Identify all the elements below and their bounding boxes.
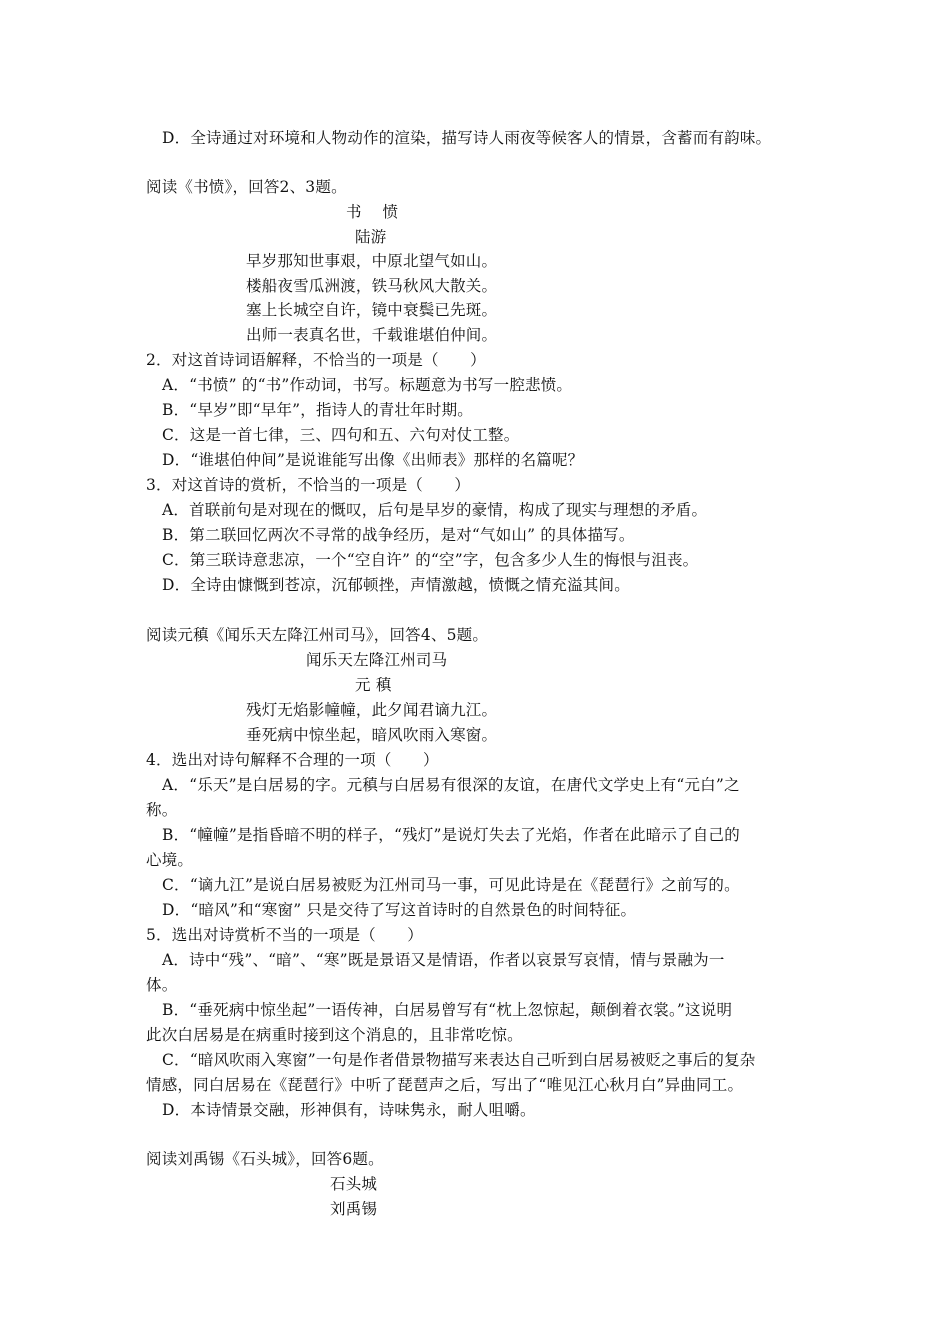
poem-line: 垂死病中惊坐起，暗风吹雨入寒窗。 [246, 726, 498, 744]
poem-author-liuyuxi: 刘禹锡 [330, 1200, 378, 1218]
q4-option-d: D．“暗风”和“寒窗” 只是交待了写这首诗时的自然景色的时间特征。 [162, 901, 637, 919]
q4-option-b-cont: 心境。 [146, 851, 194, 869]
q5-option-a: A．诗中“残”、“暗”、“寒”既是景语又是情语，作者以哀景写哀情，情与景融为一 [162, 951, 725, 969]
section-intro-liuyuxi: 阅读刘禹锡《石头城》，回答6题。 [146, 1150, 384, 1168]
q3-option-b: B．第二联回忆两次不寻常的战争经历，是对“气如山” 的具体描写。 [162, 526, 635, 544]
question-3-stem: 3．对这首诗的赏析，不恰当的一项是（ ） [146, 476, 471, 494]
q5-option-b: B．“垂死病中惊坐起”一语传神，白居易曾写有“枕上忽惊起，颠倒着衣裳。”这说明 [162, 1001, 733, 1019]
poem-line: 塞上长城空自许，镜中衰鬓已先斑。 [246, 301, 498, 319]
q2-option-d: D．“谁堪伯仲间”是说谁能写出像《出师表》那样的名篇呢？ [162, 451, 584, 469]
q5-option-c-cont: 情感，同白居易在《琵琶行》中听了琵琶声之后，写出了“唯见江心秋月白”异曲同工。 [146, 1076, 744, 1094]
poem-line: 出师一表真名世，千载谁堪伯仲间。 [246, 326, 498, 344]
q5-option-d: D．本诗情景交融，形神俱有，诗味隽永，耐人咀嚼。 [162, 1101, 536, 1119]
q2-option-b: B．“早岁”即“早年”，指诗人的青壮年时期。 [162, 401, 473, 419]
q5-option-a-cont: 体。 [146, 976, 178, 994]
q4-option-b: B．“幢幢”是指昏暗不明的样子，“残灯”是说灯失去了光焰，作者在此暗示了自己的 [162, 826, 740, 844]
q3-option-a: A．首联前句是对现在的慨叹，后句是早岁的豪情，构成了现实与理想的矛盾。 [162, 501, 708, 519]
q5-option-b-cont: 此次白居易是在病重时接到这个消息的，且非常吃惊。 [146, 1026, 523, 1044]
section-intro-yuanzhen: 阅读元稹《闻乐天左降江州司马》，回答4、5题。 [146, 626, 489, 644]
poem-line: 早岁那知世事艰，中原北望气如山。 [246, 252, 498, 270]
q4-option-a-cont: 称。 [146, 801, 178, 819]
q5-option-c: C．“暗风吹雨入寒窗”一句是作者借景物描写来表达自己听到白居易被贬之事后的复杂 [162, 1051, 756, 1069]
poem-title-shufen: 书 愤 [346, 203, 399, 221]
question-5-stem: 5．选出对诗赏析不当的一项是（ ） [146, 926, 423, 944]
poem-author-luyou: 陆游 [355, 228, 387, 246]
q3-option-c: C．第三联诗意悲凉，一个“空自许” 的“空”字，包含多少人生的悔恨与沮丧。 [162, 551, 699, 569]
poem-author-yuanzhen: 元 稹 [355, 676, 392, 694]
section-intro-shufen: 阅读《书愤》，回答2、3题。 [146, 178, 347, 196]
poem-line: 楼船夜雪瓜洲渡，铁马秋风大散关。 [246, 277, 498, 295]
q4-option-a: A．“乐天”是白居易的字。元稹与白居易有很深的友谊，在唐代文学史上有“元白”之 [162, 776, 740, 794]
poem-line: 残灯无焰影幢幢，此夕闻君谪九江。 [246, 701, 498, 719]
question-4-stem: 4．选出对诗句解释不合理的一项（ ） [146, 751, 439, 769]
poem-title-wenletian: 闻乐天左降江州司马 [306, 651, 448, 669]
q2-option-a: A．“书愤” 的“书”作动词，书写。标题意为书写一腔悲愤。 [162, 376, 573, 394]
poem-title-shitoucheng: 石头城 [330, 1175, 378, 1193]
question-2-stem: 2．对这首诗词语解释，不恰当的一项是（ ） [146, 351, 486, 369]
q2-option-c: C．这是一首七律，三、四句和五、六句对仗工整。 [162, 426, 520, 444]
q1-option-d: D．全诗通过对环境和人物动作的渲染，描写诗人雨夜等候客人的情景，含蓄而有韵味。 [162, 129, 772, 147]
q4-option-c: C．“谪九江”是说白居易被贬为江州司马一事，可见此诗是在《琵琶行》之前写的。 [162, 876, 740, 894]
q3-option-d: D．全诗由慷慨到苍凉，沉郁顿挫，声情激越，愤慨之情充溢其间。 [162, 576, 630, 594]
